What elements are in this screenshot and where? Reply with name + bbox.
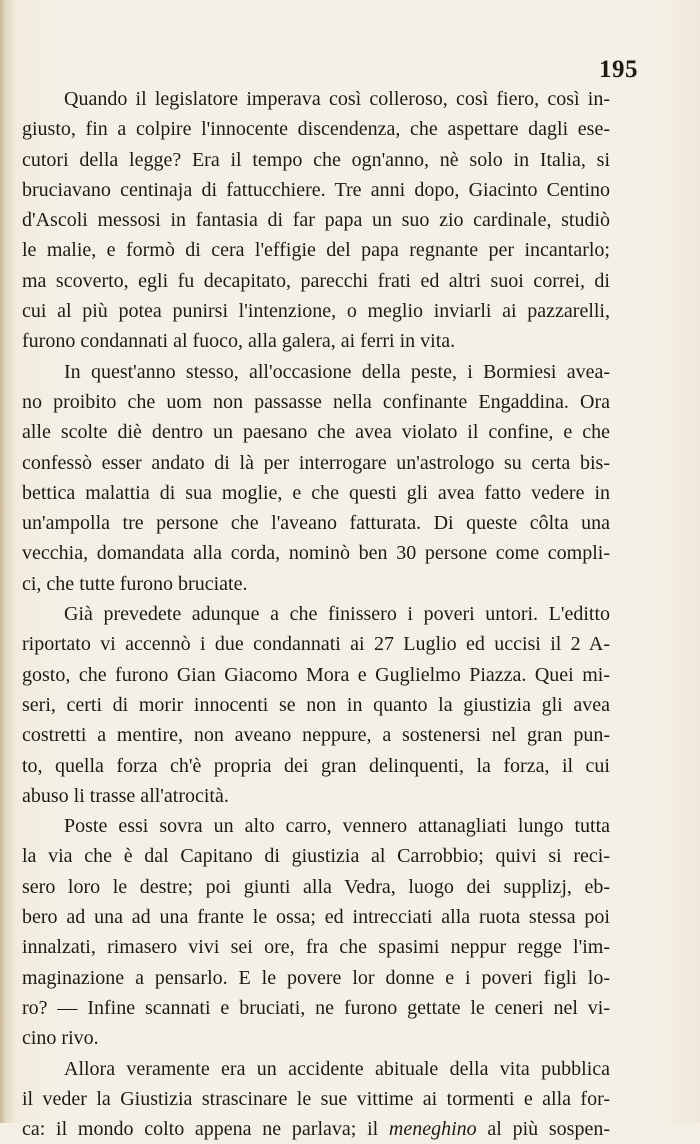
text-line: seri, certi di morir innocenti se non in quanto la giustizia gli avea [22,693,610,716]
body-text [22,84,610,1144]
text-line: giusto, fin a colpire l'innocente discendenza, che aspettare dagli ese- [22,118,610,141]
text-line: no proibito che uom non passasse nella confinante Engaddina. Ora [22,390,610,413]
text-line: to, quella forza ch'è propria dei gran delinquenti, la forza, il cui [22,754,610,777]
text-line: ci, che tutte furono bruciate. [22,572,248,595]
text-line: costretti a mentire, non aveano neppure, a sostenersi nel gran pun- [22,724,610,747]
text-line [22,1114,610,1144]
text-line: un'ampolla tre persone che l'aveano fatturata. Di queste côlta una [22,512,610,535]
text-line-end: al più sospen- [476,1118,610,1141]
text-line: furono condannati al fuoco, alla galera, ai ferri in vita. [22,330,456,353]
text-line: bettica malattia di sua moglie, e che questi gli avea fatto vedere in [22,481,610,504]
text-line: riportato vi accennò i due condannati ai 27 Luglio ed uccisi il 2 A- [22,633,610,656]
text-line: Già prevedete adunque a che finissero i poveri untori. L'editto [64,603,610,626]
page-number: 195 [599,56,638,83]
text-line: maginazione a pensarlo. E le povere lor donne e i poveri figli lo- [22,966,610,989]
text-line: ro? — Infine scannati e bruciati, ne furono gettate le ceneri nel vi- [22,996,610,1019]
text-line: sero loro le destre; poi giunti alla Vedra, luogo dei supplizj, eb- [22,875,610,898]
text-line: cutori della legge? Era il tempo che ogn'anno, nè solo in Italia, si [22,148,610,171]
text-line: ma scoverto, egli fu decapitato, parecchi frati ed altri suoi correi, di [22,269,610,292]
text-line: le malie, e formò di cera l'effigie del papa regnante per incantarlo; [22,239,610,262]
text-line: confessò esser andato di là per interrogare un'astrologo su certa bis- [22,451,610,474]
text-line: Quando il legislatore imperava così colleroso, così fiero, così in- [64,88,610,110]
text-line: bruciavano centinaja di fattucchiere. Tre anni dopo, Giacinto Centino [22,178,610,201]
text-line: la via che è dal Capitano di giustizia al Carrobbio; quivi si reci- [22,845,610,868]
text-line: cui al più potea punirsi l'intenzione, o meglio inviarli ai pazzarelli, [22,300,610,323]
text-line: In quest'anno stesso, all'occasione della peste, i Bormiesi avea- [64,360,610,383]
italic-word: meneghino [388,1118,477,1141]
text-line: gosto, che furono Gian Giacomo Mora e Guglielmo Piazza. Quei mi- [22,663,610,686]
text-line-start: ca: il mondo colto appena ne parlava; il [22,1118,389,1141]
text-line: bero ad una ad una frante le ossa; ed intrecciati alla ruota stessa poi [22,906,610,929]
text-line: vecchia, domandata alla corda, nominò ben 30 persone come compli- [22,542,610,565]
text-line: Poste essi sovra un alto carro, vennero attanagliati lungo tutta [64,815,610,838]
text-line: il veder la Giustizia strascinare le sue vittime ai tormenti e alla for- [22,1087,610,1110]
text-line: innalzati, rimasero vivi sei ore, fra che spasimi neppur regge l'im- [22,936,610,959]
text-line: Allora veramente era un accidente abituale della vita pubblica [64,1057,610,1080]
text-line: cino rivo. [22,1027,99,1050]
text-line: abuso li trasse all'atrocità. [22,784,229,807]
text-line: d'Ascoli messosi in fantasia di far papa un suo zio cardinale, studiò [22,209,610,232]
text-line: alle scolte diè dentro un paesano che avea violato il confine, e che [22,421,610,444]
